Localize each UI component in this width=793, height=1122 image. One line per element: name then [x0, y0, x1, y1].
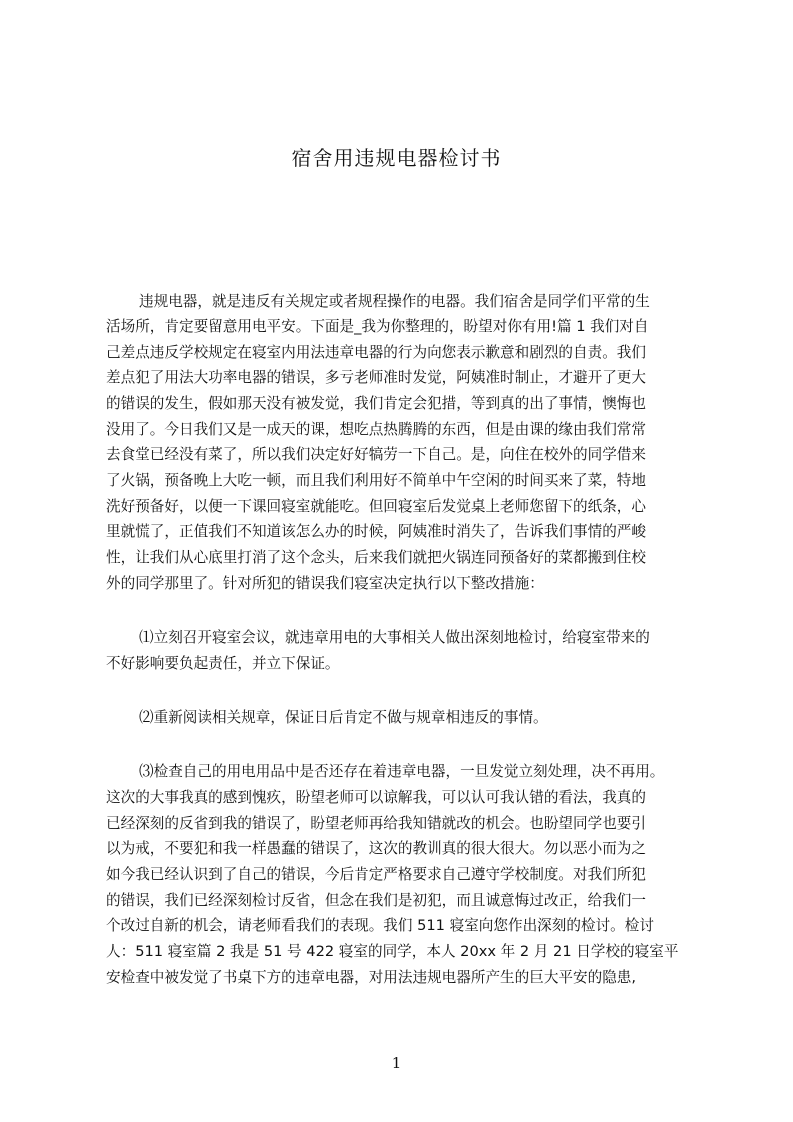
text-line: 没用了。今日我们又是一成天的课，想吃点热腾腾的东西，但是由课的缘由我们常常	[106, 421, 646, 438]
text-line: 里就慌了，正值我们不知道该怎么办的时候，阿姨准时消失了，告诉我们事情的严峻	[106, 523, 646, 540]
document-title: 宿舍用违规电器检讨书	[291, 146, 502, 170]
text-line: 性，让我们从心底里打消了这个念头，后来我们就把火锅连同预备好的菜都搬到住校	[106, 549, 646, 566]
text-line: 了火锅，预备晚上大吃一顿，而且我们利用好不简单中午空闲的时间买来了菜，特地	[106, 472, 646, 489]
text-line: 差点犯了用法大功率电器的错误，多亏老师准时发觉，阿姨准时制止，才避开了更大	[106, 369, 646, 386]
text-line: 的错误，我们已经深刻检讨反省，但念在我们是初犯，而且诚意悔过改正，给我们一	[106, 892, 646, 909]
text-line: 个改过自新的机会，请老师看我们的表现。我们 511 寝室向您作出深刻的检讨。检讨	[106, 917, 654, 934]
text-line: 安检查中被发觉了书桌下方的违章电器，对用法违规电器所产生的巨大平安的隐患,	[106, 969, 637, 986]
text-line: 这次的大事我真的感到愧疚，盼望老师可以谅解我，可以认可我认错的看法，我真的	[106, 789, 646, 806]
text-line: ⑵重新阅读相关规章，保证日后肯定不做与规章相违反的事情。	[139, 709, 548, 726]
text-line: ⑶检查自己的用电用品中是否还存在着违章电器，一旦发觉立刻处理，决不再用。	[139, 763, 665, 780]
text-line: 的错误的发生，假如那天没有被发觉，我们肯定会犯措，等到真的出了事情，懊悔也	[106, 395, 646, 412]
page-number: 1	[391, 1054, 402, 1072]
text-line: 去食堂已经没有菜了，所以我们决定好好犒劳一下自己。是，向住在校外的同学借来	[106, 446, 646, 463]
text-line: 以为戒，不要犯和我一样愚蠢的错误了，这次的教训真的很大很大。勿以恶小而为之	[106, 840, 646, 857]
text-line: 己差点违反学校规定在寝室内用法违章电器的行为向您表示歉意和剧烈的自责。我们	[106, 344, 646, 361]
text-line: 洗好预备好，以便一下课回寝室就能吃。但回寝室后发觉桌上老师您留下的纸条，心	[106, 498, 646, 515]
text-line: 违规电器，就是违反有关规定或者规程操作的电器。我们宿舍是同学们平常的生	[139, 293, 650, 310]
text-line: 如今我已经认识到了自己的错误，今后肯定严格要求自己遵守学校制度。对我们所犯	[106, 866, 646, 883]
text-line: 活场所，肯定要留意用电平安。下面是_我为你整理的，盼望对你有用!篇 1 我们对自	[106, 318, 649, 335]
text-line: ⑴立刻召开寝室会议，就违章用电的大事相关人做出深刻地检讨，给寝室带来的	[139, 629, 650, 646]
text-line: 外的同学那里了。针对所犯的错误我们寝室决定执行以下整改措施：	[106, 575, 544, 592]
text-line: 已经深刻的反省到我的错误了，盼望老师再给我知错就改的机会。也盼望同学也要引	[106, 815, 646, 832]
text-line: 人：511 寝室篇 2 我是 51 号 422 寝室的同学，本人 20xx 年 2 月 21 日学校的寝室平	[106, 943, 679, 960]
text-line: 不好影响要负起责任，并立下保证。	[106, 655, 340, 672]
